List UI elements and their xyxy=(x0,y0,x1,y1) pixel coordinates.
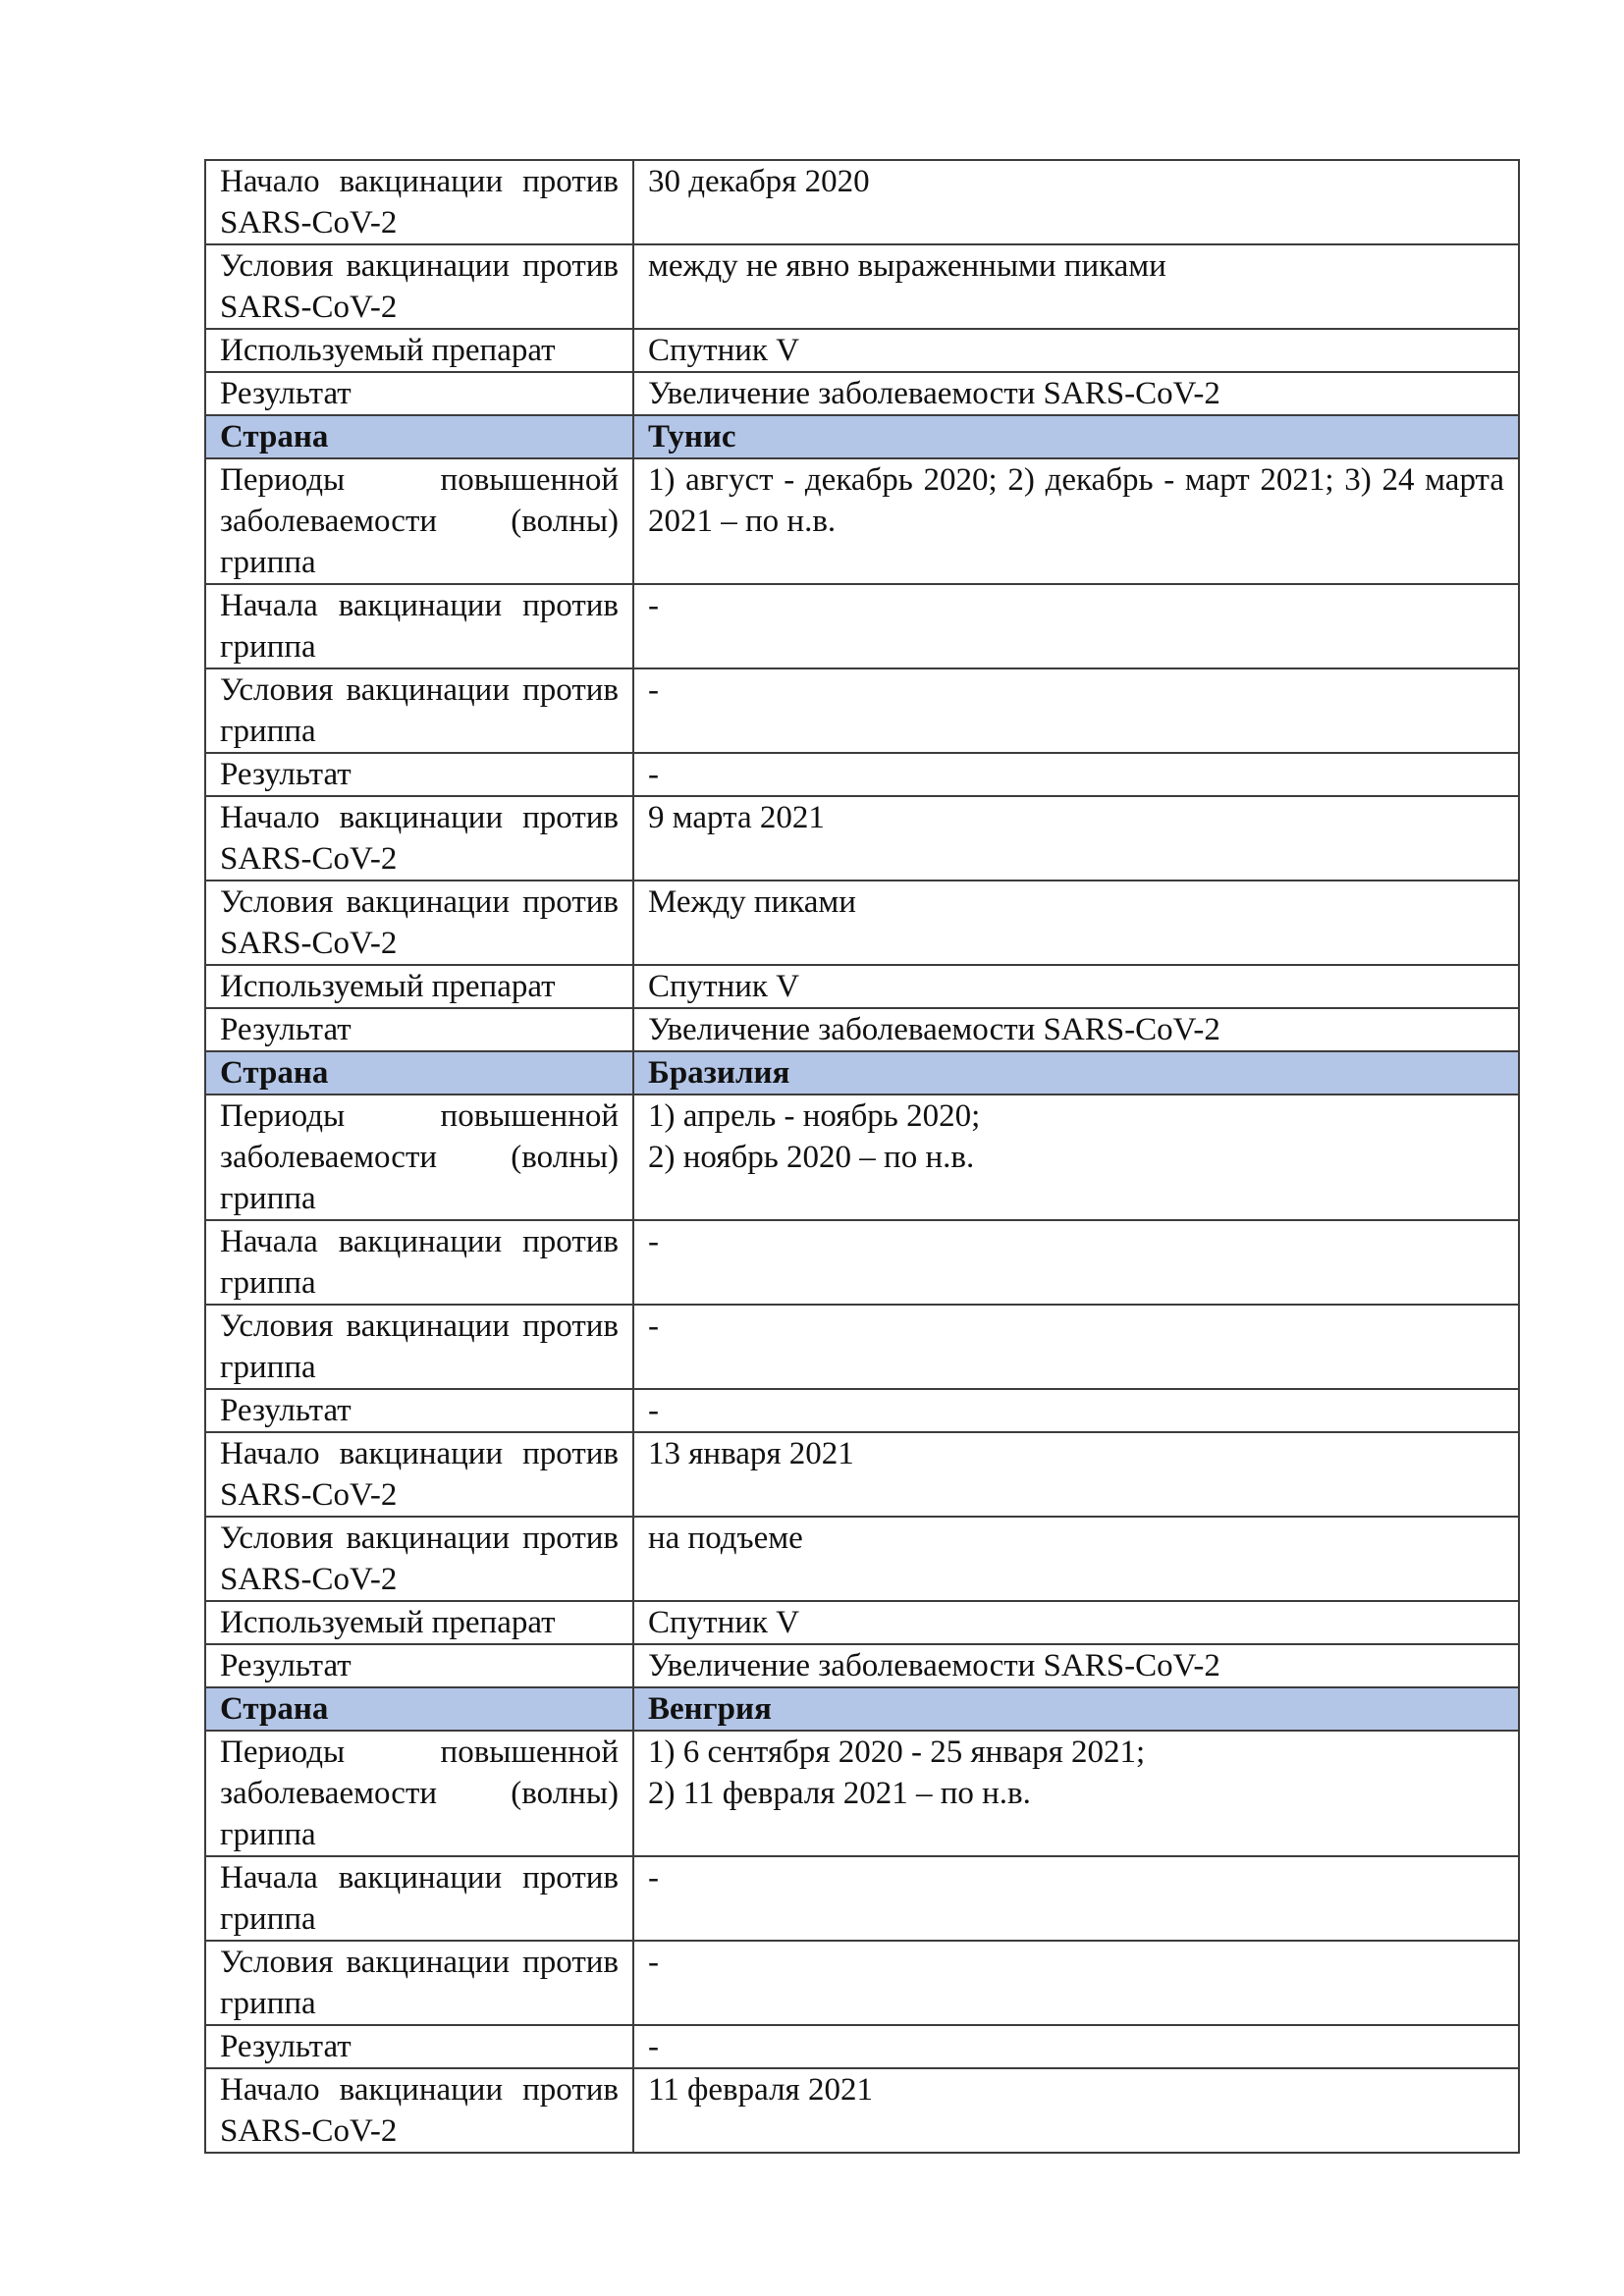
table-row xyxy=(205,1731,1519,1856)
table-body xyxy=(205,160,1519,2153)
row-label-cell: Используемый препарат xyxy=(205,1601,633,1644)
table-row xyxy=(205,796,1519,881)
row-label-cell: Условия вакцинации против SARS-CoV-2 xyxy=(205,1517,633,1601)
country-header-row xyxy=(205,415,1519,458)
row-label-cell: Начала вакцинации против гриппа xyxy=(205,1856,633,1941)
country-label-cell: Страна xyxy=(205,415,633,458)
country-name-cell: Бразилия xyxy=(633,1051,1519,1095)
row-value-cell: 11 февраля 2021 xyxy=(633,2068,1519,2153)
row-label-cell: Результат xyxy=(205,1008,633,1051)
row-label-cell: Результат xyxy=(205,1644,633,1687)
row-value-cell xyxy=(633,1095,1519,1220)
row-label-cell: Условия вакцинации против SARS-CoV-2 xyxy=(205,244,633,329)
table-row xyxy=(205,1305,1519,1389)
table-row xyxy=(205,458,1519,584)
row-value-cell xyxy=(633,1731,1519,1856)
country-header-row xyxy=(205,1051,1519,1095)
value-line: 2) ноябрь 2020 – по н.в. xyxy=(648,1140,975,1175)
table-row xyxy=(205,1601,1519,1644)
row-value-cell: 9 марта 2021 xyxy=(633,796,1519,881)
table-row xyxy=(205,1095,1519,1220)
row-label-cell: Условия вакцинации против SARS-CoV-2 xyxy=(205,881,633,965)
table-row xyxy=(205,668,1519,753)
row-label-cell: Результат xyxy=(205,372,633,415)
row-value-cell: - xyxy=(633,1305,1519,1389)
table-row xyxy=(205,2025,1519,2068)
table-row xyxy=(205,1941,1519,2025)
table-row xyxy=(205,965,1519,1008)
table-row xyxy=(205,160,1519,244)
row-value-cell: 30 декабря 2020 xyxy=(633,160,1519,244)
table-row xyxy=(205,244,1519,329)
row-label-cell: Периоды повышенной заболеваемости (волны) гриппа xyxy=(205,1731,633,1856)
row-label-cell: Условия вакцинации против гриппа xyxy=(205,668,633,753)
row-label-cell: Результат xyxy=(205,2025,633,2068)
row-value-cell: Спутник V xyxy=(633,1601,1519,1644)
value-line: 2) 11 февраля 2021 – по н.в. xyxy=(648,1776,1031,1811)
row-label-cell: Условия вакцинации против гриппа xyxy=(205,1941,633,2025)
table-row xyxy=(205,1008,1519,1051)
table-row xyxy=(205,753,1519,796)
row-value-cell: - xyxy=(633,753,1519,796)
row-label-cell: Начало вакцинации против SARS-CoV-2 xyxy=(205,2068,633,2153)
row-value-cell: - xyxy=(633,2025,1519,2068)
row-label-cell: Периоды повышенной заболеваемости (волны) гриппа xyxy=(205,458,633,584)
table-row xyxy=(205,2068,1519,2153)
table-row xyxy=(205,881,1519,965)
row-value-cell: между не явно выраженными пиками xyxy=(633,244,1519,329)
row-value-cell: Увеличение заболеваемости SARS-CoV-2 xyxy=(633,1008,1519,1051)
table-row xyxy=(205,329,1519,372)
row-label-cell: Начала вакцинации против гриппа xyxy=(205,584,633,668)
row-value-cell: Между пиками xyxy=(633,881,1519,965)
value-line: 1) апрель - ноябрь 2020; xyxy=(648,1098,981,1134)
row-value-cell: 13 января 2021 xyxy=(633,1432,1519,1517)
row-label-cell: Результат xyxy=(205,1389,633,1432)
country-label-cell: Страна xyxy=(205,1687,633,1731)
row-label-cell: Условия вакцинации против гриппа xyxy=(205,1305,633,1389)
country-name-cell: Тунис xyxy=(633,415,1519,458)
country-name-cell: Венгрия xyxy=(633,1687,1519,1731)
row-label-cell: Начало вакцинации против SARS-CoV-2 xyxy=(205,1432,633,1517)
row-value-cell: Увеличение заболеваемости SARS-CoV-2 xyxy=(633,372,1519,415)
table-row xyxy=(205,372,1519,415)
table-row xyxy=(205,584,1519,668)
row-label-cell: Периоды повышенной заболеваемости (волны) гриппа xyxy=(205,1095,633,1220)
row-label-cell: Начало вакцинации против SARS-CoV-2 xyxy=(205,160,633,244)
value-line: 1) 6 сентября 2020 - 25 января 2021; xyxy=(648,1735,1146,1770)
table-row xyxy=(205,1389,1519,1432)
row-value-cell: Увеличение заболеваемости SARS-CoV-2 xyxy=(633,1644,1519,1687)
row-value-cell: 1) август - декабрь 2020; 2) декабрь - март 2021; 3) 24 марта 2021 – по н.в. xyxy=(633,458,1519,584)
country-label-cell: Страна xyxy=(205,1051,633,1095)
row-value-cell: Спутник V xyxy=(633,329,1519,372)
table-row xyxy=(205,1220,1519,1305)
table-row xyxy=(205,1432,1519,1517)
row-value-cell: Спутник V xyxy=(633,965,1519,1008)
row-value-cell: - xyxy=(633,1856,1519,1941)
row-value-cell: - xyxy=(633,668,1519,753)
row-value-cell: - xyxy=(633,584,1519,668)
row-label-cell: Результат xyxy=(205,753,633,796)
row-label-cell: Используемый препарат xyxy=(205,329,633,372)
row-value-cell: - xyxy=(633,1941,1519,2025)
row-label-cell: Используемый препарат xyxy=(205,965,633,1008)
row-value-cell: - xyxy=(633,1389,1519,1432)
row-value-cell: на подъеме xyxy=(633,1517,1519,1601)
vaccination-table xyxy=(204,159,1520,2154)
table-row xyxy=(205,1517,1519,1601)
table-row xyxy=(205,1644,1519,1687)
table-row xyxy=(205,1856,1519,1941)
row-value-cell: - xyxy=(633,1220,1519,1305)
row-label-cell: Начала вакцинации против гриппа xyxy=(205,1220,633,1305)
country-header-row xyxy=(205,1687,1519,1731)
row-label-cell: Начало вакцинации против SARS-CoV-2 xyxy=(205,796,633,881)
